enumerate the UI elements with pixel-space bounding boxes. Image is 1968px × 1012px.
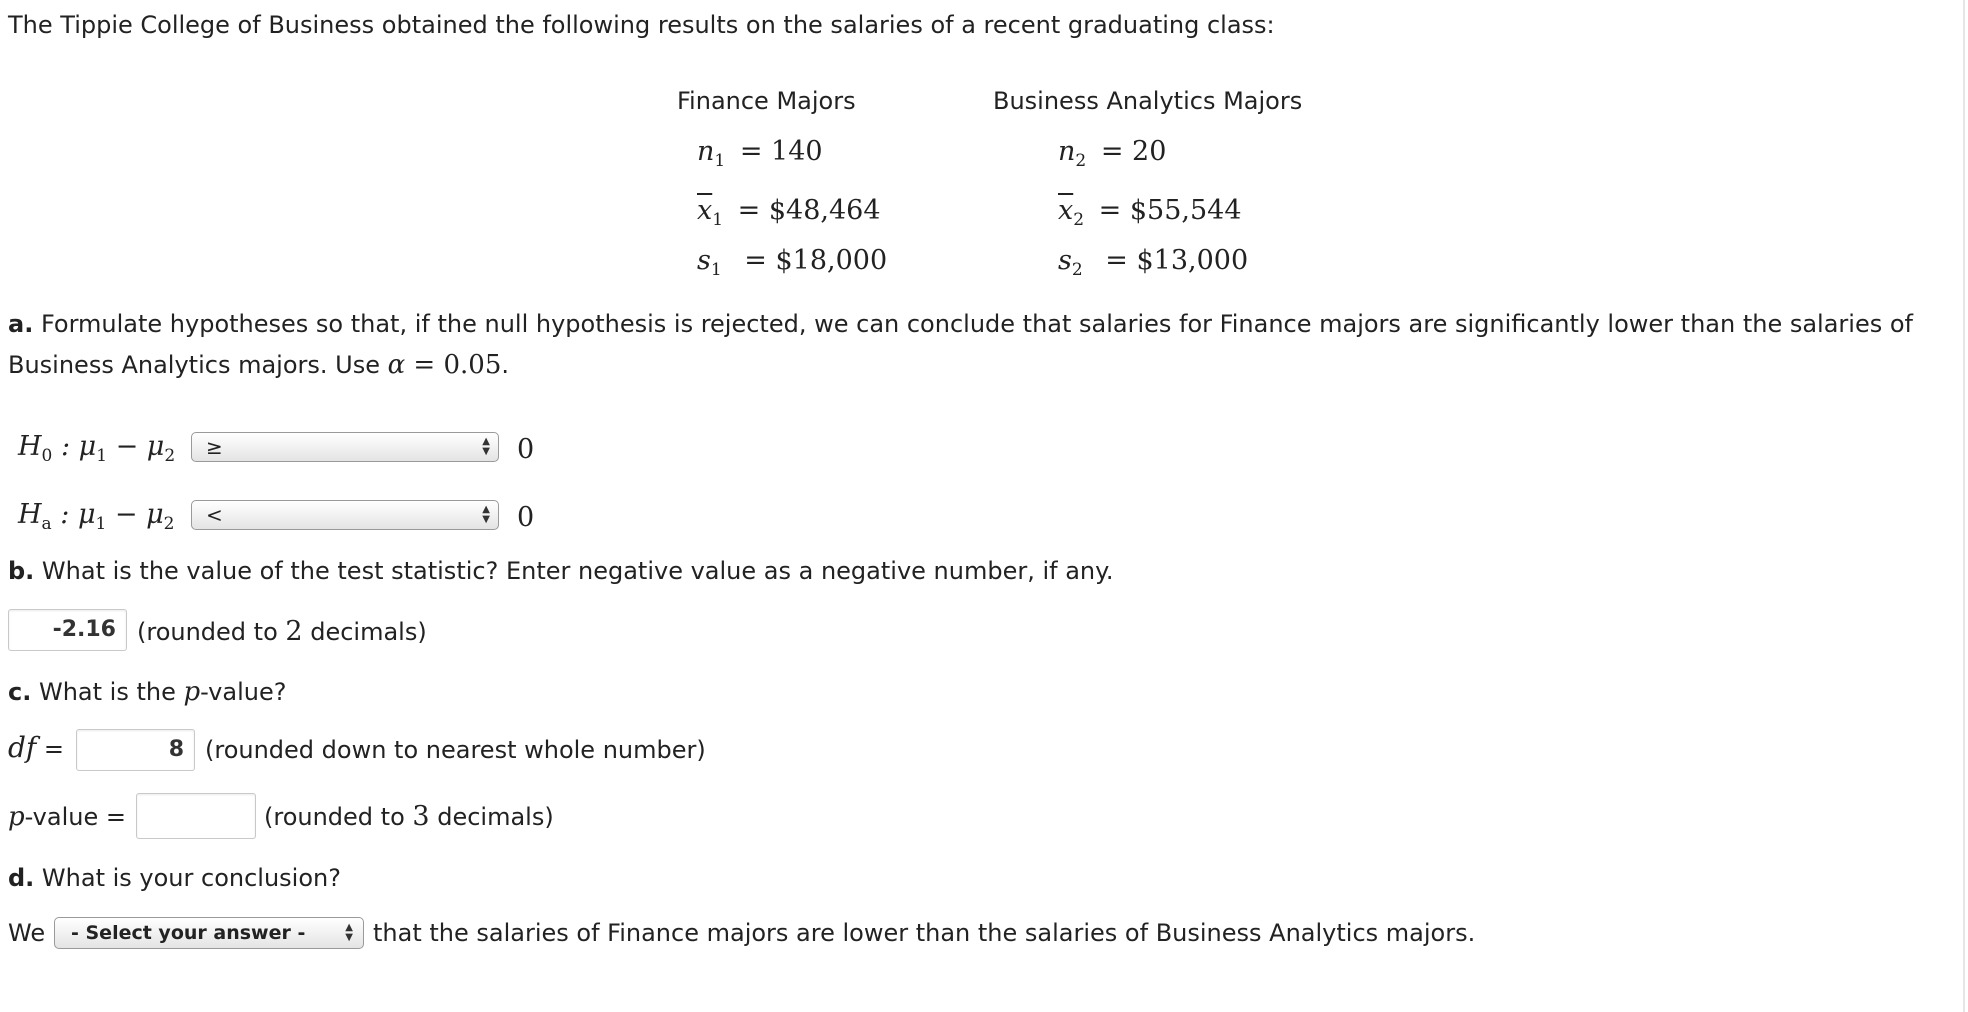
h0-operator-select[interactable]: ≥ ▲ ▼ [191,432,499,462]
select-arrows-icon: ▲ ▼ [482,504,490,525]
right-border [1963,0,1965,1012]
p-value-input[interactable] [136,793,256,839]
select-arrows-icon: ▲ ▼ [482,436,490,457]
ha-operator-select[interactable]: < ▲ ▼ [191,500,499,530]
part-c-question: c. What is the p-value? [8,677,287,707]
business-analytics-header: Business Analytics Majors [993,87,1303,115]
select-arrows-icon: ▲ ▼ [345,922,353,943]
x2-row: $\overline{x}_2$ = $55,544 [1058,195,1242,230]
conclusion-select[interactable]: - Select your answer - ▲ ▼ [54,917,364,949]
conclusion-text: that the salaries of Finance majors are lower than the salaries of Business Analytics majors. [373,919,1476,947]
ha-label: $H_a$ : $\mu_1 - \mu_2$ [18,499,175,534]
s2-row: $s_2$ = $13,000 [1058,245,1249,280]
test-statistic-input[interactable]: -2.16 [8,609,127,651]
test-statistic-note: (rounded to 2 decimals) [137,616,427,647]
s1-row: $s_1$ = $18,000 [697,245,888,280]
conclusion-we-label: We [8,919,46,947]
part-b-question: b. What is the value of the test statistic? Enter negative value as a negative number, if any. [8,557,1114,585]
n2-row: $n_2 = 20$ [1058,136,1167,171]
part-d-question: d. What is your conclusion? [8,864,341,892]
part-a-question-line2: Business Analytics majors. Use α = 0.05. [8,350,510,380]
n1-row: $n_1 = 140$ [697,136,823,171]
h0-rhs-value: 0 [517,434,535,465]
x1-row: $\overline{x}_1$ = $48,464 [697,195,881,230]
p-value-label: p-value = [8,802,126,832]
df-note: (rounded down to nearest whole number) [205,736,706,764]
h0-label: $H_0$ : $\mu_1 - \mu_2$ [18,431,176,466]
ha-rhs-value: 0 [517,502,535,533]
finance-majors-header: Finance Majors [677,87,856,115]
part-a-question-line1: a. Formulate hypotheses so that, if the null hypothesis is rejected, we can conclude that salaries for Finance majors are significantly lower than the salaries of [8,310,1913,338]
df-label: df = [8,731,65,764]
intro-text: The Tippie College of Business obtained the following results on the salaries of a recent graduating class: [8,11,1275,39]
df-input[interactable]: 8 [76,729,195,771]
p-value-note: (rounded to 3 decimals) [264,801,554,832]
